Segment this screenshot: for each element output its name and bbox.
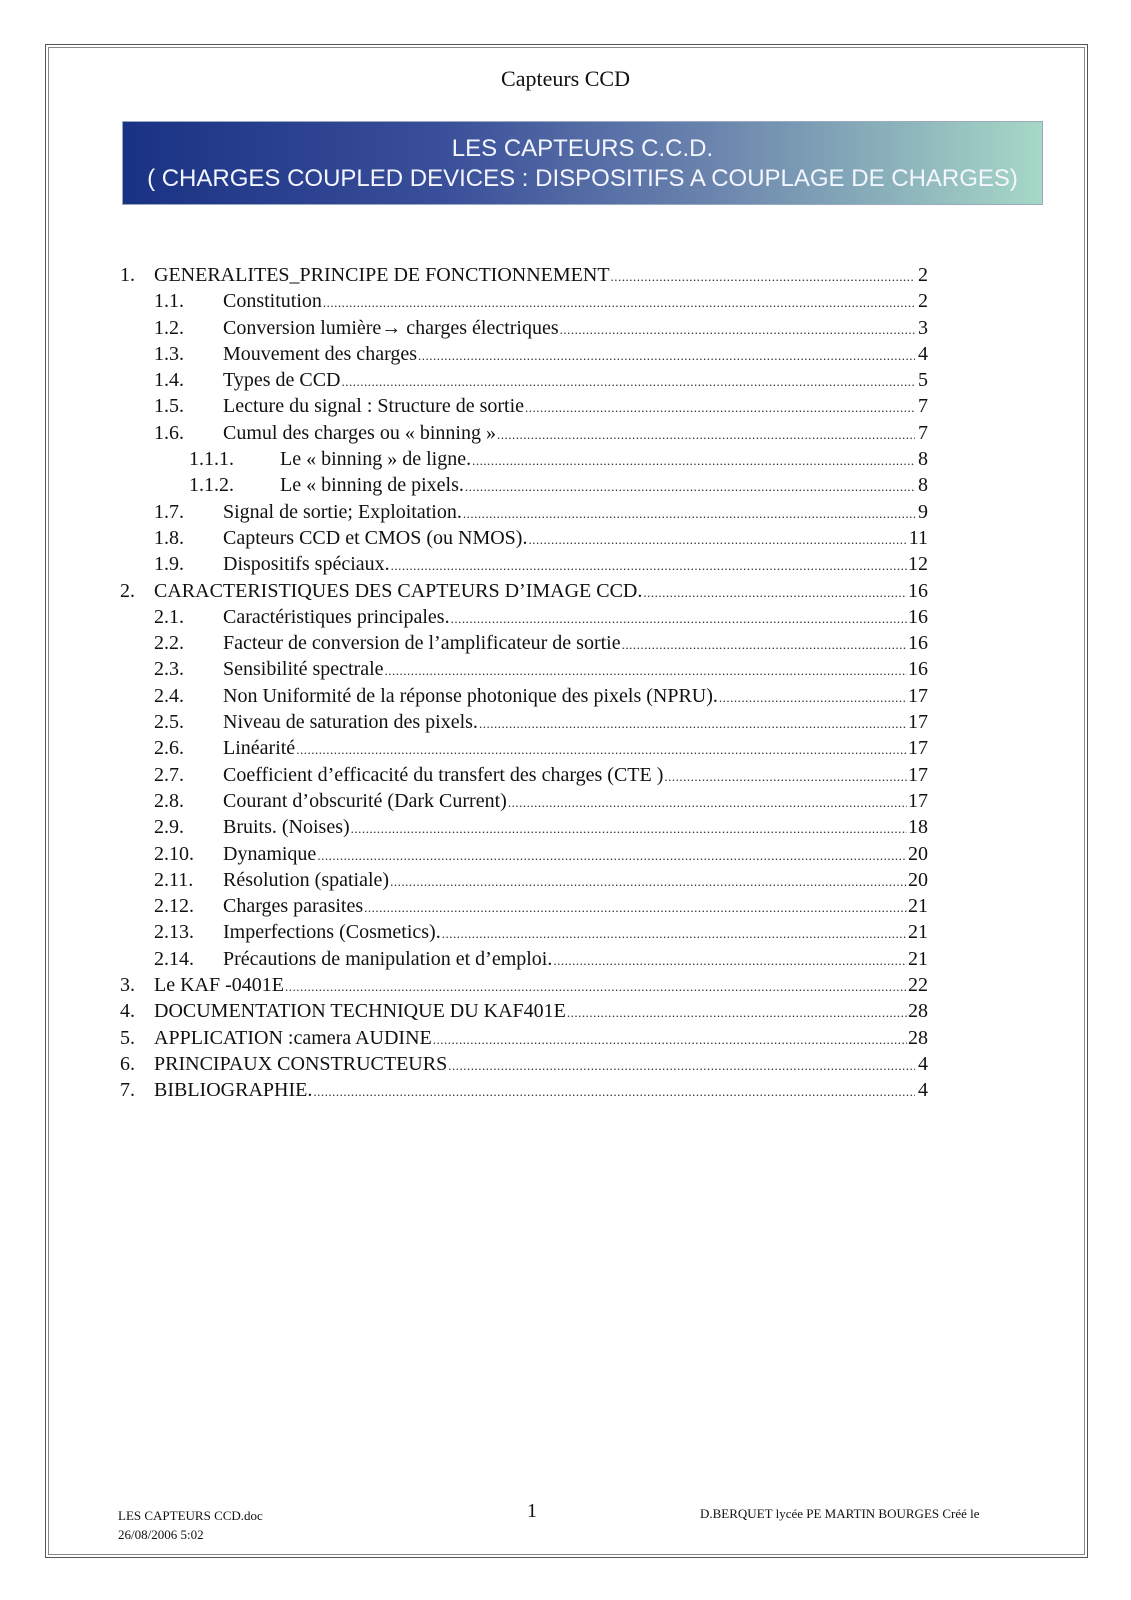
toc-dot-leader (567, 1000, 907, 1026)
toc-dot-leader (323, 290, 915, 316)
toc-entry-number: 1.4. (154, 369, 184, 392)
toc-entry[interactable] (118, 1025, 928, 1051)
toc-entry-line (223, 841, 928, 869)
toc-entry-title: Signal de sortie; Exploitation. (223, 500, 462, 523)
toc-entry-number: 1.9. (154, 553, 184, 576)
toc-entry-page: 21 (908, 947, 928, 970)
toc-entry-line (154, 1077, 928, 1105)
toc-entry-page: 16 (908, 605, 928, 628)
toc-entry-line (223, 656, 928, 684)
toc-entry[interactable] (118, 630, 928, 656)
toc-entry-line (154, 998, 928, 1026)
toc-dot-leader (472, 448, 915, 474)
toc-entry-title: Précautions de manipulation et d’emploi. (223, 947, 553, 970)
toc-entry-page: 7 (918, 395, 928, 418)
toc-entry-number: 2.4. (154, 684, 184, 707)
toc-entry-page: 28 (908, 1000, 928, 1023)
toc-entry[interactable] (118, 499, 928, 525)
toc-entry-title: Constitution (223, 290, 322, 313)
toc-dot-leader (664, 764, 907, 790)
table-of-contents (118, 262, 928, 1104)
toc-entry-page: 2 (918, 290, 928, 313)
toc-entry[interactable] (118, 262, 928, 288)
toc-entry-number: 2.1. (154, 605, 184, 628)
toc-entry-page: 3 (918, 316, 928, 339)
toc-entry-line (223, 499, 928, 527)
footer-left (118, 1506, 263, 1544)
toc-entry-page: 11 (908, 526, 928, 549)
toc-entry-title: CARACTERISTIQUES DES CAPTEURS D’IMAGE CCD. (154, 579, 643, 602)
toc-entry[interactable] (118, 998, 928, 1024)
toc-entry[interactable] (118, 709, 928, 735)
toc-entry-title: DOCUMENTATION TECHNIQUE DU KAF401E (154, 1000, 566, 1023)
banner-subtitle: ( CHARGES COUPLED DEVICES : DISPOSITIFS A COUPLAGE DE CHARGES) (147, 165, 1018, 192)
toc-entry-number: 6. (120, 1052, 135, 1075)
toc-entry-page: 12 (908, 553, 928, 576)
toc-entry-number: 7. (120, 1079, 135, 1102)
toc-entry[interactable] (118, 972, 928, 998)
toc-entry-number: 2.5. (154, 711, 184, 734)
toc-entry-line (223, 709, 928, 737)
toc-entry-line (223, 288, 928, 316)
toc-entry[interactable] (118, 525, 928, 551)
toc-entry-page: 20 (908, 868, 928, 891)
toc-entry[interactable] (118, 762, 928, 788)
toc-entry[interactable] (118, 919, 928, 945)
toc-dot-leader (451, 606, 907, 632)
toc-entry-line (223, 525, 928, 553)
toc-entry[interactable] (118, 472, 928, 498)
toc-entry-page: 17 (908, 763, 928, 786)
toc-dot-leader (448, 1053, 915, 1079)
toc-entry[interactable] (118, 315, 928, 341)
toc-entry-title: Coefficient d’efficacité du transfert des charges (CTE ) (223, 763, 664, 786)
toc-entry-title: Capteurs CCD et CMOS (ou NMOS). (223, 526, 528, 549)
toc-entry-title: GENERALITES_PRINCIPE DE FONCTIONNEMENT (154, 264, 610, 286)
toc-dot-leader (390, 869, 907, 895)
toc-entry-line (223, 630, 928, 658)
title-banner (122, 121, 1043, 205)
toc-entry-line (223, 893, 928, 921)
toc-entry-page: 4 (918, 342, 928, 365)
toc-entry-number: 2. (120, 579, 135, 602)
toc-entry-page: 17 (908, 737, 928, 760)
toc-entry-line (223, 762, 928, 790)
toc-dot-leader (525, 395, 915, 421)
toc-entry-number: 2.9. (154, 816, 184, 839)
toc-entry-page: 5 (918, 369, 928, 392)
toc-entry-number: 2.7. (154, 763, 184, 786)
toc-entry-number: 2.6. (154, 737, 184, 760)
toc-dot-leader (313, 1079, 915, 1105)
toc-entry-title: APPLICATION :camera AUDINE (154, 1026, 432, 1049)
toc-entry-title: Résolution (spatiale) (223, 868, 390, 891)
toc-dot-leader (364, 895, 907, 921)
toc-entry-page: 8 (918, 448, 928, 471)
toc-entry-line (223, 919, 928, 947)
toc-entry-title: Facteur de conversion de l’amplificateur de sortie (223, 632, 621, 655)
toc-entry-title: Mouvement des charges (223, 342, 418, 365)
toc-entry[interactable] (118, 893, 928, 919)
toc-entry-title: Imperfections (Cosmetics). (223, 921, 441, 944)
toc-entry[interactable] (118, 420, 928, 446)
toc-entry-line (223, 393, 928, 421)
toc-dot-leader (296, 737, 907, 763)
toc-entry-page: 2 (918, 264, 928, 286)
toc-entry-title: Linéarité (223, 737, 296, 760)
toc-entry-number: 2.13. (154, 921, 194, 944)
toc-entry-number: 2.12. (154, 895, 194, 918)
toc-entry-title: Le « binning » de ligne. (280, 448, 472, 471)
toc-entry-number: 1.1.2. (189, 474, 234, 497)
toc-entry-title: BIBLIOGRAPHIE. (154, 1079, 313, 1102)
toc-dot-leader (285, 974, 907, 1000)
toc-entry-page: 20 (908, 842, 928, 865)
toc-entry-title: PRINCIPAUX CONSTRUCTEURS (154, 1052, 448, 1075)
toc-entry-title: Caractéristiques principales. (223, 605, 450, 628)
toc-entry-number: 2.3. (154, 658, 184, 681)
toc-dot-leader (643, 580, 907, 606)
toc-entry-line (223, 735, 928, 763)
toc-entry-line (223, 604, 928, 632)
toc-entry-line (154, 972, 928, 1000)
toc-entry-title: Courant d’obscurité (Dark Current) (223, 789, 507, 812)
toc-dot-leader (351, 816, 907, 842)
toc-entry-number: 2.2. (154, 632, 184, 655)
toc-dot-leader (317, 843, 907, 869)
toc-entry-page: 17 (908, 789, 928, 812)
toc-entry-page: 16 (908, 632, 928, 655)
toc-entry[interactable] (118, 551, 928, 577)
toc-entry[interactable] (118, 393, 928, 419)
toc-entry-line (223, 814, 928, 842)
toc-entry-page: 17 (908, 684, 928, 707)
toc-entry-title: Non Uniformité de la réponse photonique des pixels (NPRU). (223, 684, 718, 707)
toc-entry-title: Le « binning de pixels. (280, 474, 464, 497)
toc-entry-title: Niveau de saturation des pixels. (223, 711, 478, 734)
toc-entry-title: Charges parasites (223, 895, 364, 918)
toc-dot-leader (553, 948, 907, 974)
toc-entry-page: 7 (918, 421, 928, 444)
toc-dot-leader (560, 317, 915, 343)
toc-entry-number: 1.8. (154, 526, 184, 549)
toc-entry[interactable] (118, 367, 928, 393)
toc-entry-line (223, 341, 928, 369)
toc-entry-page: 21 (908, 895, 928, 918)
toc-entry-page: 28 (908, 1026, 928, 1049)
toc-entry-title: Types de CCD (223, 369, 341, 392)
toc-entry-page: 21 (908, 921, 928, 944)
toc-entry-number: 1.6. (154, 421, 184, 444)
toc-entry[interactable] (118, 446, 928, 472)
toc-entry[interactable] (118, 1077, 928, 1103)
toc-dot-leader (528, 527, 907, 553)
toc-entry-title: Conversion lumière→ charges électriques (223, 316, 559, 339)
toc-entry-line (223, 315, 928, 343)
footer-datetime: 26/08/2006 5:02 (118, 1527, 204, 1542)
toc-entry-line (223, 551, 928, 579)
toc-entry-title: Sensibilité spectrale (223, 658, 384, 681)
toc-entry-number: 4. (120, 1000, 135, 1023)
toc-entry-line (223, 946, 928, 974)
toc-entry[interactable] (118, 1051, 928, 1077)
toc-entry-page: 18 (908, 816, 928, 839)
toc-dot-leader (341, 369, 915, 395)
toc-entry[interactable] (118, 841, 928, 867)
toc-entry[interactable] (118, 946, 928, 972)
toc-dot-leader (497, 422, 915, 448)
toc-dot-leader (418, 343, 915, 369)
toc-entry-page: 4 (918, 1052, 928, 1075)
toc-entry-title: Dynamique (223, 842, 317, 865)
toc-entry-line (154, 262, 928, 290)
toc-entry[interactable] (118, 814, 928, 840)
toc-entry-number: 2.14. (154, 947, 194, 970)
toc-entry-title: Le KAF -0401E (154, 974, 284, 997)
toc-entry-number: 2.10. (154, 842, 194, 865)
toc-dot-leader (463, 501, 915, 527)
toc-entry-line (223, 867, 928, 895)
toc-entry[interactable] (118, 604, 928, 630)
footer-page-number: 1 (527, 1500, 537, 1522)
toc-entry-page: 17 (908, 711, 928, 734)
toc-dot-leader (479, 711, 907, 737)
toc-entry-line (223, 420, 928, 448)
toc-dot-leader (385, 658, 907, 684)
toc-entry-page: 8 (918, 474, 928, 497)
toc-entry-number: 5. (120, 1026, 135, 1049)
toc-entry-line (280, 472, 928, 500)
toc-entry-page: 9 (918, 500, 928, 523)
toc-entry-page: 4 (918, 1079, 928, 1102)
banner-title: LES CAPTEURS C.C.D. (451, 135, 714, 162)
toc-entry-number: 1.3. (154, 342, 184, 365)
toc-dot-leader (433, 1027, 907, 1053)
toc-entry-number: 2.11. (154, 868, 194, 891)
toc-entry-page: 16 (908, 658, 928, 681)
toc-entry-line (280, 446, 928, 474)
toc-dot-leader (508, 790, 907, 816)
toc-entry-number: 1.1. (154, 290, 184, 313)
page-header: Capteurs CCD (501, 66, 630, 91)
toc-entry-line (223, 683, 928, 711)
toc-entry[interactable] (118, 788, 928, 814)
toc-entry[interactable] (118, 735, 928, 761)
toc-entry-page: 16 (908, 579, 928, 602)
toc-entry-line (223, 367, 928, 395)
toc-dot-leader (465, 474, 915, 500)
toc-entry[interactable] (118, 288, 928, 314)
footer-filename: LES CAPTEURS CCD.doc (118, 1508, 263, 1523)
footer-author: D.BERQUET lycée PE MARTIN BOURGES Créé le (700, 1506, 980, 1521)
toc-entry-line (154, 1051, 928, 1079)
toc-entry[interactable] (118, 867, 928, 893)
toc-entry-number: 1.1.1. (189, 448, 234, 471)
toc-entry[interactable] (118, 656, 928, 682)
toc-entry-line (154, 1025, 928, 1053)
toc-dot-leader (391, 553, 907, 579)
toc-entry-line (223, 788, 928, 816)
toc-entry-number: 2.8. (154, 789, 184, 812)
toc-dot-leader (611, 264, 915, 290)
toc-entry-line (154, 578, 928, 606)
toc-entry-page: 22 (908, 974, 928, 997)
toc-entry-title: Lecture du signal : Structure de sortie (223, 395, 525, 418)
toc-entry[interactable] (118, 683, 928, 709)
toc-entry[interactable] (118, 341, 928, 367)
toc-entry-title: Dispositifs spéciaux. (223, 553, 390, 576)
toc-entry-title: Bruits. (Noises) (223, 816, 350, 839)
toc-entry-title: Cumul des charges ou « binning » (223, 421, 496, 444)
toc-entry-number: 1.2. (154, 316, 184, 339)
toc-entry-number: 1. (120, 264, 135, 286)
toc-entry-number: 3. (120, 974, 135, 997)
toc-dot-leader (719, 685, 907, 711)
toc-entry-number: 1.7. (154, 500, 184, 523)
toc-dot-leader (622, 632, 907, 658)
toc-dot-leader (442, 921, 907, 947)
toc-entry-number: 1.5. (154, 395, 184, 418)
toc-entry[interactable] (118, 578, 928, 604)
